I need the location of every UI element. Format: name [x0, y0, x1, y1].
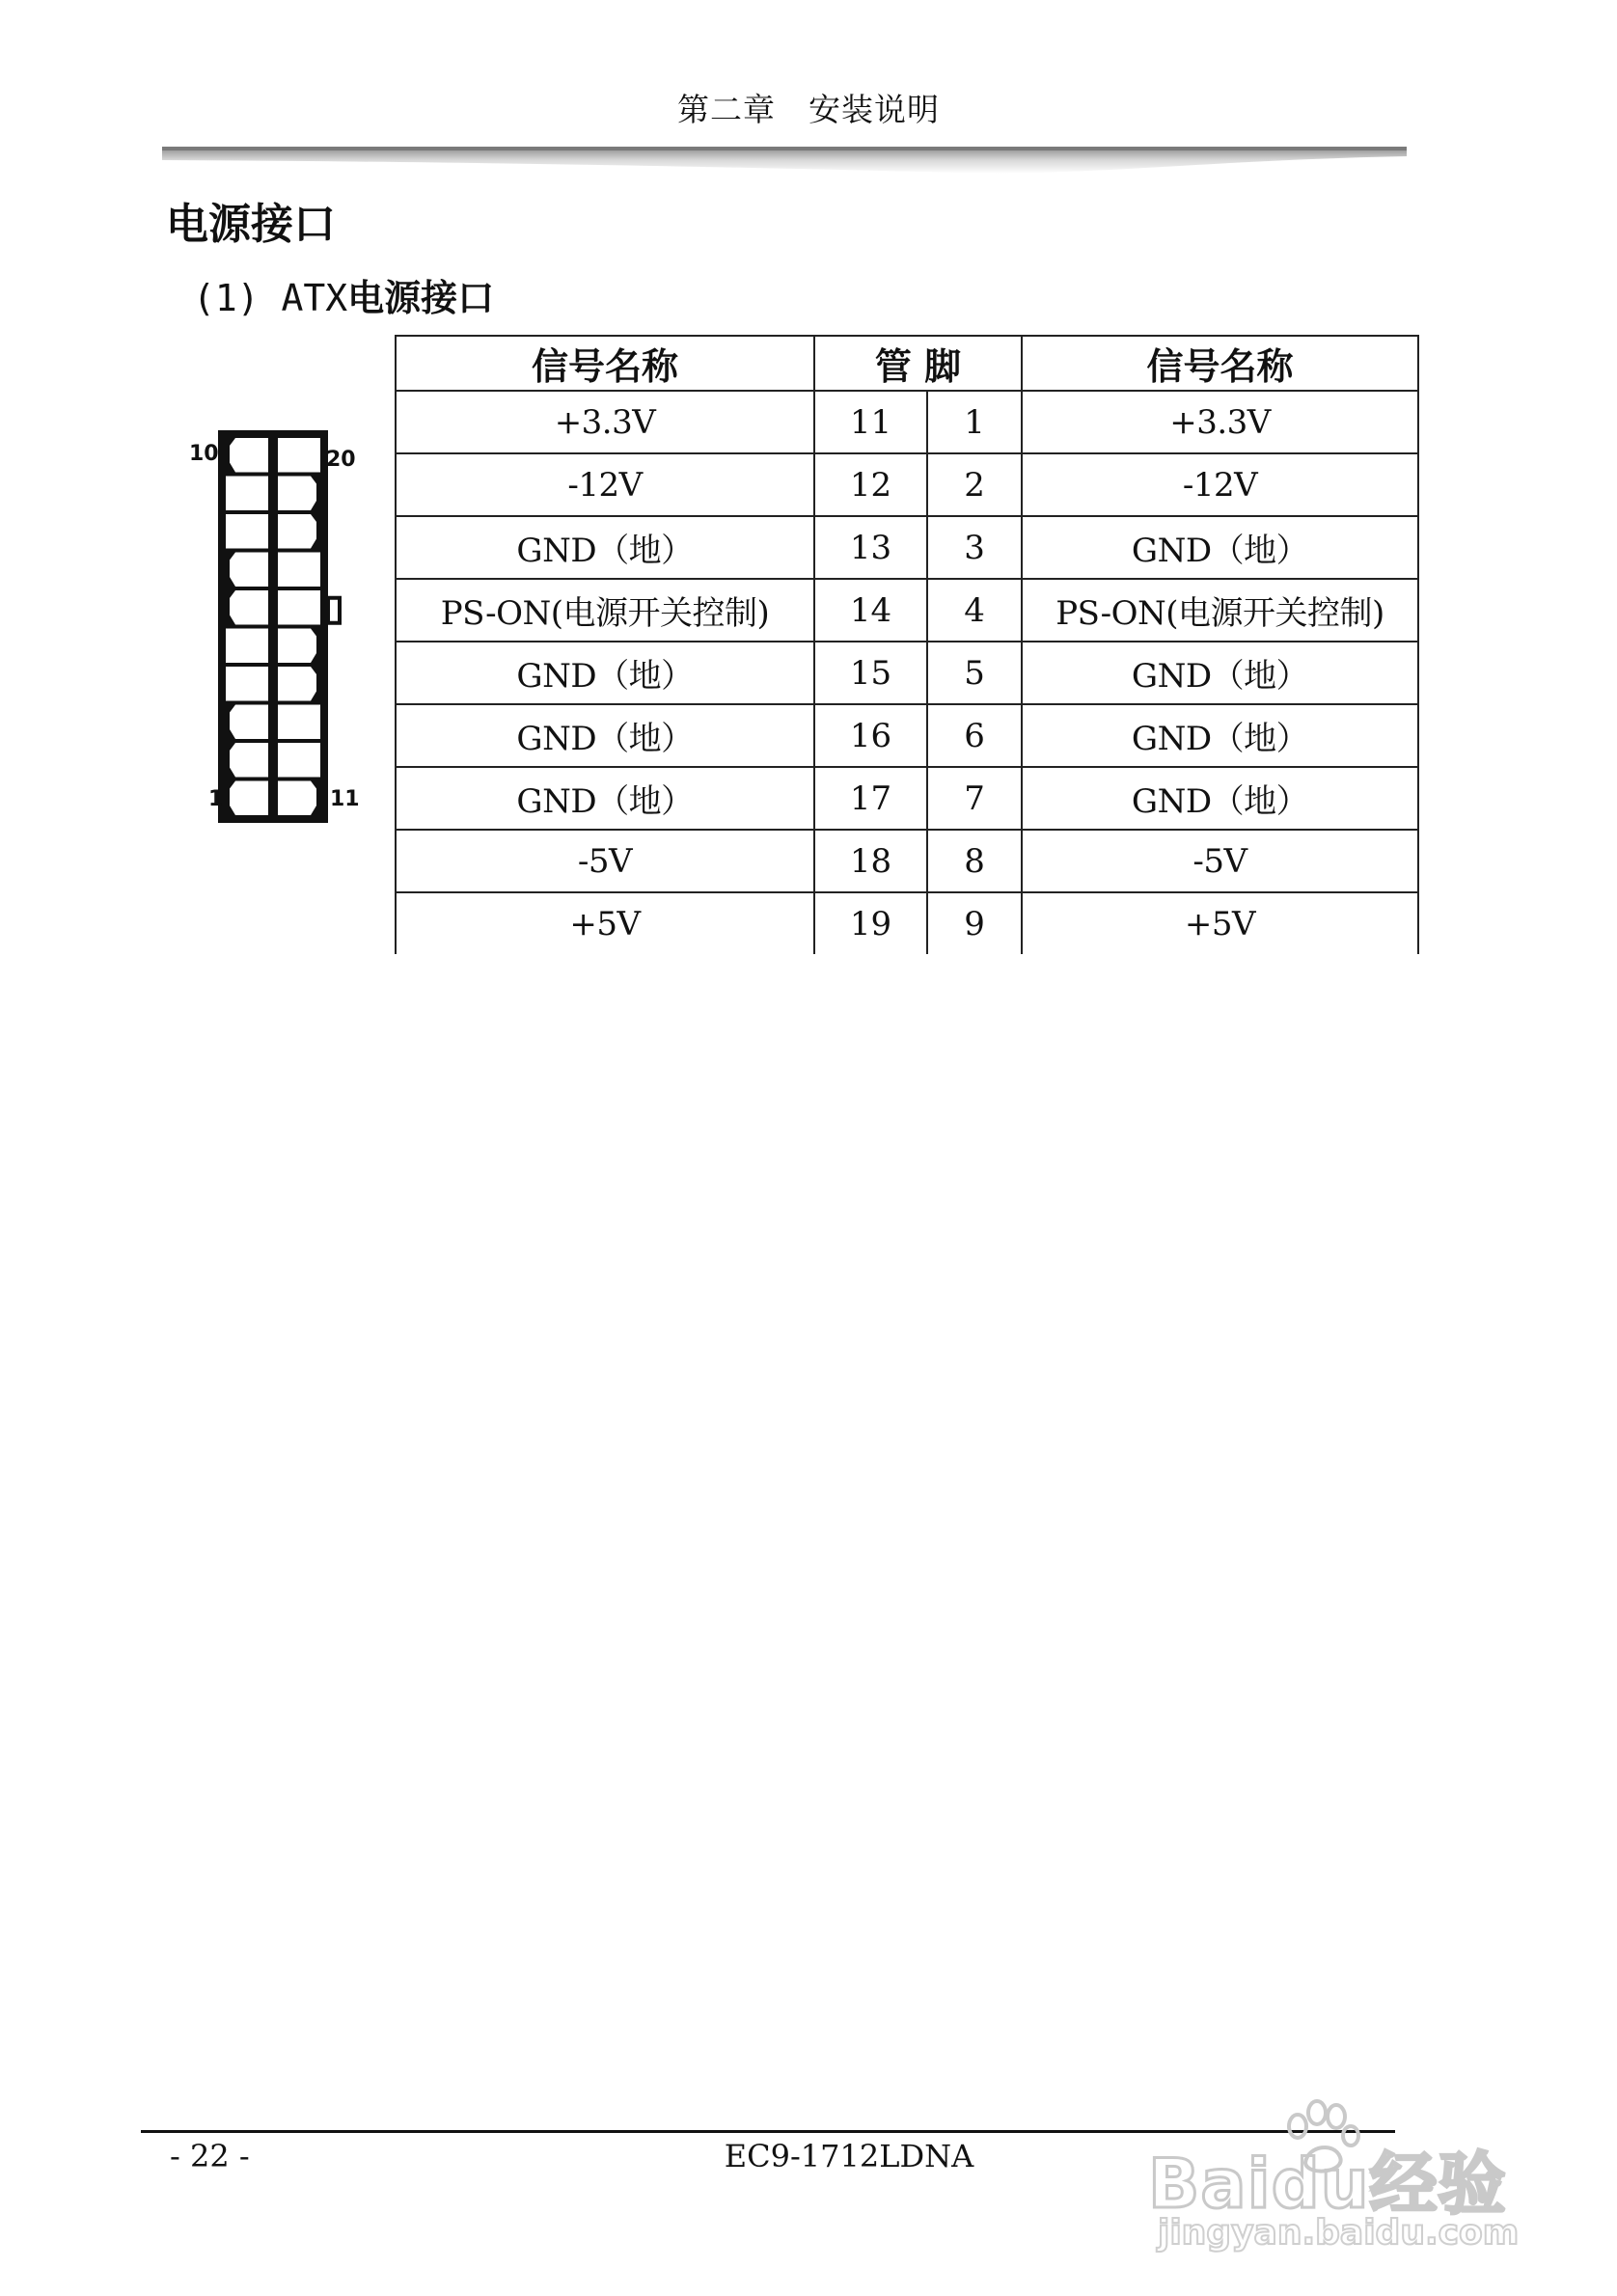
cell-right-pin: 8 [927, 830, 1022, 892]
chapter-title: 第二章 安装说明 [677, 91, 940, 128]
cell-left-signal: GND（地） [396, 642, 814, 704]
cell-right-pin: 9 [927, 892, 1022, 954]
connector-drawing [189, 428, 382, 834]
cell-left-signal: -12V [396, 453, 814, 516]
connector-pin-cell [226, 667, 268, 701]
cell-right-pin: 4 [927, 579, 1022, 642]
connector-pin-cell [278, 438, 320, 473]
cell-right-pin: 6 [927, 704, 1022, 767]
connector-pin-cell [226, 629, 268, 664]
connector-pin-cell [278, 705, 320, 740]
cell-left-signal: -5V [396, 830, 814, 892]
cell-left-pin: 15 [814, 642, 927, 704]
cell-left-signal: GND（地） [396, 704, 814, 767]
section-title: 电源接口 [166, 200, 336, 249]
connector-pin-cell [278, 553, 320, 588]
cell-left-signal: GND（地） [396, 767, 814, 830]
table-row [396, 767, 1418, 830]
header-signal-right: 信号名称 [1022, 336, 1418, 391]
cell-left-pin: 18 [814, 830, 927, 892]
connector-latch [328, 598, 340, 623]
header-pin: 管 脚 [814, 336, 1022, 391]
connector-label-top-left: 10 [189, 442, 219, 466]
cell-right-signal: -5V [1022, 830, 1418, 892]
cell-right-signal: +3.3V [1022, 391, 1418, 453]
table-header-row [396, 336, 1418, 391]
cell-right-signal: GND（地） [1022, 516, 1418, 579]
table-row [396, 516, 1418, 579]
table-row [396, 453, 1418, 516]
subsection-title [193, 268, 494, 321]
pinout-table [395, 335, 1419, 954]
cell-left-pin: 16 [814, 704, 927, 767]
cell-right-pin: 3 [927, 516, 1022, 579]
cell-right-signal: PS-ON(电源开关控制) [1022, 579, 1418, 642]
cell-left-pin: 12 [814, 453, 927, 516]
cell-left-pin: 11 [814, 391, 927, 453]
table-row [396, 642, 1418, 704]
table-row [396, 579, 1418, 642]
cell-left-signal: +3.3V [396, 391, 814, 453]
connector-label-bottom-right: 11 [330, 787, 360, 811]
connector-pin-cell [226, 514, 268, 549]
cell-right-signal: -12V [1022, 453, 1418, 516]
table-row [396, 830, 1418, 892]
watermark-text: Baidu经验 [1148, 2145, 1507, 2224]
table-row [396, 892, 1418, 954]
cell-left-pin: 17 [814, 767, 927, 830]
atx-connector-diagram [189, 428, 382, 834]
model-number: EC9-1712LDNA [724, 2138, 974, 2174]
cell-left-pin: 14 [814, 579, 927, 642]
watermark-url: jingyan.baidu.com [1158, 2213, 1520, 2253]
cell-left-signal: PS-ON(电源开关控制) [396, 579, 814, 642]
connector-label-bottom-left: 1 [208, 787, 224, 811]
cell-right-pin: 1 [927, 391, 1022, 453]
header-signal-left: 信号名称 [396, 336, 814, 391]
connector-pin-cell [278, 590, 320, 625]
connector-pin-cell [278, 743, 320, 778]
table-row [396, 391, 1418, 453]
cell-right-pin: 5 [927, 642, 1022, 704]
cell-right-signal: GND（地） [1022, 642, 1418, 704]
subsection-title-text: 电源接口 [347, 277, 495, 319]
cell-left-pin: 19 [814, 892, 927, 954]
cell-left-signal: +5V [396, 892, 814, 954]
page-number: - 22 - [170, 2138, 250, 2174]
connector-pin-cell [226, 477, 268, 511]
cell-right-pin: 2 [927, 453, 1022, 516]
cell-right-signal: GND（地） [1022, 704, 1418, 767]
table-row [396, 704, 1418, 767]
connector-label-top-right: 20 [326, 448, 356, 472]
cell-right-signal: +5V [1022, 892, 1418, 954]
subsection-prefix: (1) ATX [193, 277, 348, 319]
header-rule [162, 143, 1407, 176]
cell-left-signal: GND（地） [396, 516, 814, 579]
cell-right-signal: GND（地） [1022, 767, 1418, 830]
cell-right-pin: 7 [927, 767, 1022, 830]
cell-left-pin: 13 [814, 516, 927, 579]
baidu-watermark [1148, 2109, 1534, 2254]
